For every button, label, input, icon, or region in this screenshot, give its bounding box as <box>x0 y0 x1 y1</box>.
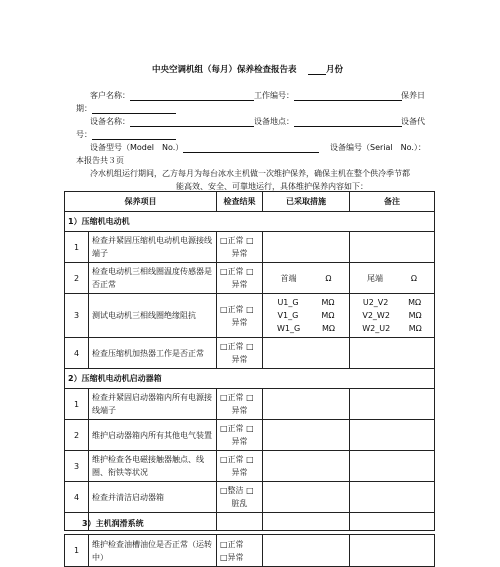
location-field <box>254 116 402 127</box>
report-title <box>152 63 297 75</box>
page-count: 本报告共３页 <box>76 156 124 165</box>
head-label: 首端 <box>280 273 297 283</box>
row-item: 维护检查各电磁接触器触点、线圈、衔铁等状况 <box>89 451 217 482</box>
table-row <box>65 232 435 263</box>
maintenance-table <box>64 191 435 531</box>
code-label-b: 号： <box>76 130 92 139</box>
row-remark[interactable] <box>350 389 435 420</box>
row-remark[interactable] <box>350 263 435 294</box>
row-measure[interactable] <box>263 232 350 263</box>
date-blank[interactable] <box>92 104 176 114</box>
row-item: 检查并紧固启动器箱内所有电源接线端子 <box>89 389 217 420</box>
unit-mohm: MΩ <box>408 298 422 307</box>
row-number: 3 <box>65 294 89 338</box>
month-field <box>308 63 343 75</box>
device-name-blank[interactable] <box>130 117 254 127</box>
unit-mohm: MΩ <box>321 311 335 320</box>
table-row <box>65 263 435 294</box>
row-item: 测试电动机三相线圈绝缘阻抗 <box>89 294 217 338</box>
code-field <box>76 129 176 140</box>
model-field <box>90 142 319 153</box>
maintenance-table-continued <box>64 534 435 567</box>
row-result[interactable]: □整洁 □ 脏乱 <box>217 482 263 513</box>
customer-label: 客户名称： <box>90 91 130 100</box>
row-remark[interactable] <box>350 535 435 567</box>
row-result[interactable]: □正常 □ 异常 <box>217 451 263 482</box>
job-no-field <box>254 90 402 101</box>
table-header <box>65 192 435 212</box>
row-result[interactable]: □正常 □ 异常 <box>217 232 263 263</box>
row-measure[interactable] <box>263 420 350 451</box>
section-1-title: 1）压缩机电动机 <box>65 212 435 232</box>
row-result[interactable]: □正常 □ 异常 <box>217 338 263 369</box>
code-label-a: 设备代 <box>401 117 425 126</box>
section-row <box>65 369 435 389</box>
head-unit: Ω <box>325 273 332 283</box>
row-item: 检查压缩机加热器工作是否正常 <box>89 338 217 369</box>
header-measure: 已采取措施 <box>263 192 350 212</box>
row-measure[interactable] <box>263 389 350 420</box>
job-no-label: 工作编号： <box>254 91 294 100</box>
row-result[interactable]: □正常 □ 异常 <box>217 389 263 420</box>
row-number: 4 <box>65 338 89 369</box>
table-row <box>65 451 435 482</box>
row-measure[interactable] <box>263 338 350 369</box>
insulation-v1g: V1_G <box>277 311 299 320</box>
model-label: 设备型号（Model No.） <box>90 143 184 152</box>
location-label: 设备地点： <box>254 117 294 126</box>
date-label-b: 期： <box>76 104 92 113</box>
tail-label: 尾端 <box>366 273 383 283</box>
code-blank[interactable] <box>92 130 176 140</box>
row-remark[interactable] <box>350 294 435 338</box>
row-item: 维护启动器箱内所有其他电气装置 <box>89 420 217 451</box>
row-result[interactable]: □正常 □异常 <box>217 535 263 567</box>
header-remark: 备注 <box>350 192 435 212</box>
section-3-title: 3）主机润滑系统 <box>82 519 144 528</box>
section-2-title: 2）压缩机电动机启动器箱 <box>65 369 435 389</box>
job-no-blank[interactable] <box>294 91 402 101</box>
location-blank[interactable] <box>294 117 402 127</box>
row-number: 4 <box>65 482 89 513</box>
customer-blank[interactable] <box>130 91 254 101</box>
row-number: 1 <box>65 535 89 567</box>
unit-mohm: MΩ <box>322 324 336 333</box>
table-row <box>65 482 435 513</box>
customer-name-field <box>90 90 254 101</box>
row-measure[interactable] <box>263 451 350 482</box>
unit-mohm: MΩ <box>408 311 422 320</box>
table-row <box>65 294 435 338</box>
row-item: 检查电动机三相线圈温度传感器是否正常 <box>89 263 217 294</box>
row-item: 检查并清洁启动器箱 <box>89 482 217 513</box>
row-remark[interactable] <box>350 232 435 263</box>
month-suffix: 月份 <box>326 65 344 75</box>
row-remark[interactable] <box>350 451 435 482</box>
insulation-w2u2: W2_U2 <box>362 324 391 333</box>
table-row <box>65 389 435 420</box>
serial-field <box>330 142 426 153</box>
row-number: 1 <box>65 232 89 263</box>
unit-mohm: MΩ <box>408 324 422 333</box>
insulation-w1g: W1_G <box>276 324 301 333</box>
insulation-u1g: U1_G <box>277 298 299 307</box>
row-number: 2 <box>65 263 89 294</box>
section-row <box>65 212 435 232</box>
header-item: 保养项目 <box>65 192 217 212</box>
tail-unit: Ω <box>410 273 418 283</box>
intro-line-2: 能高效、安全、可靠地运行，具体维护保养内容如下： <box>176 182 368 191</box>
device-name-label: 设备名称： <box>90 117 130 126</box>
table-row <box>65 535 435 567</box>
table-row <box>65 420 435 451</box>
row-remark[interactable] <box>350 482 435 513</box>
row-number: 2 <box>65 420 89 451</box>
insulation-v2w2: V2_W2 <box>362 311 390 320</box>
row-result[interactable]: □正常 □ 异常 <box>217 263 263 294</box>
row-item: 维护检查油槽油位是否正常（运转中） <box>89 535 217 567</box>
model-blank[interactable] <box>183 143 319 153</box>
unit-mohm: MΩ <box>321 298 335 307</box>
row-result[interactable]: □正常 □ 异常 <box>217 294 263 338</box>
header-result: 检查结果 <box>217 192 263 212</box>
row-number: 3 <box>65 451 89 482</box>
date-label-a: 保养日 <box>401 91 425 100</box>
date-field <box>76 103 176 114</box>
row-remark[interactable] <box>350 420 435 451</box>
intro-line-1: 冷水机组运行期间，乙方每月为每台冰水主机做一次维护保养，确保主机在整个供冷季节都 <box>90 169 410 178</box>
month-blank[interactable] <box>308 65 326 75</box>
row-measure[interactable] <box>263 482 350 513</box>
row-item: 检查并紧固压缩机电动机电源接线端子 <box>89 232 217 263</box>
insulation-u2v2: U2_V2 <box>362 298 389 307</box>
row-result[interactable]: □正常 □ 异常 <box>217 420 263 451</box>
row-measure[interactable] <box>263 535 350 567</box>
title-text: 中央空调机组（每月）保养检查报告表 <box>152 65 297 75</box>
row-remark[interactable] <box>350 338 435 369</box>
serial-label: 设备编号（Serial No.）： <box>330 143 426 152</box>
device-name-field <box>90 116 254 127</box>
row-measure[interactable] <box>263 263 350 294</box>
row-number: 1 <box>65 389 89 420</box>
row-measure[interactable] <box>263 294 350 338</box>
table-row <box>65 338 435 369</box>
